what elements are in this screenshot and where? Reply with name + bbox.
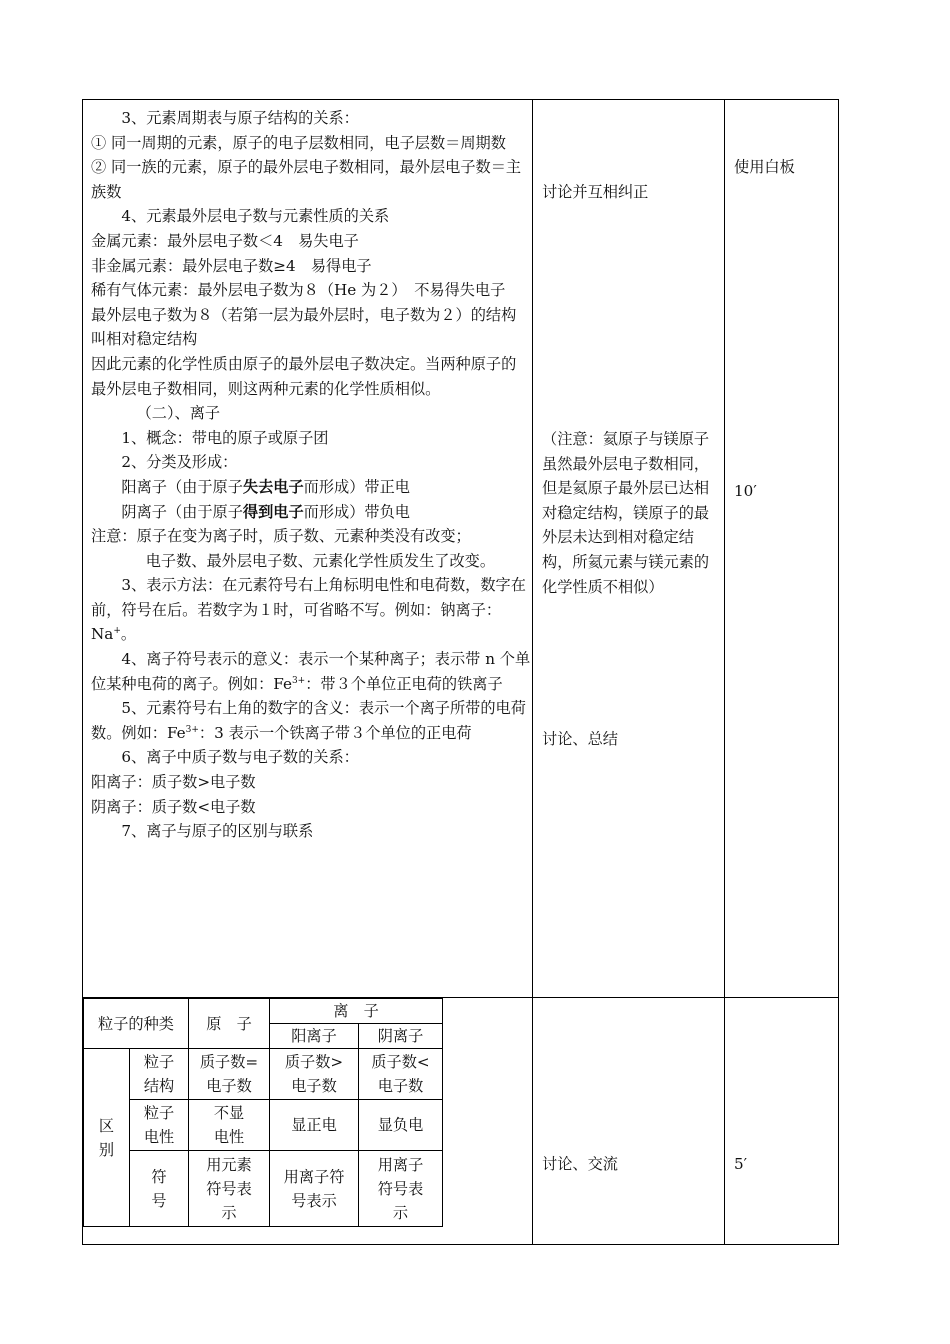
text-line: 最外层电子数为８（若第一层为最外层时，电子数为２）的结构叫相对稳定结构 [91,305,517,349]
text-span: 阳离子（由于原子 [121,477,243,496]
text-line: 金属元素：最外层电子数＜4 易失电子 [91,231,359,250]
text-line: 7、离子与原子的区别与联系 [121,822,314,841]
text-line: 非金属元素：最外层电子数≥4 易得电子 [91,256,372,275]
text-span: 阴离子（由于原子 [121,502,243,521]
text-line: 4、元素最外层电子数与元素性质的关系 [121,207,390,226]
header-cation: 阳离子 [270,1024,359,1049]
time-1: 10′ [734,482,757,500]
cell-anion-structure: 质子数<电子数 [359,1049,443,1100]
header-atom: 原 子 [189,999,270,1049]
main-content [91,106,531,844]
bold-term: 失去电子 [242,477,304,496]
cell-atom-structure: 质子数=电子数 [189,1049,270,1100]
note-line: 电子数、最外层电子数、元素化学性质发生了改变。 [145,551,496,570]
text-line: ① 同一周期的元素，原子的电子层数相同，电子层数＝周期数 [91,133,506,152]
column-divider-1 [532,100,533,1244]
cell-atom-charge: 不显电性 [189,1100,270,1151]
row-label-structure: 粒子结构 [130,1049,189,1100]
cell-anion-charge: 显负电 [359,1100,443,1151]
text-line: 6、离子中质子数与电子数的关系： [121,748,359,767]
section-heading: （二）、离子 [136,404,221,423]
cell-cation-structure: 质子数>电子数 [270,1049,359,1100]
text-span: 3、表示方法：在元素符号右上角标明电性和电荷数，数字在前，符号在后。若数字为１时，可省略不写。例如：钠离子：Na [91,576,526,644]
superscript: 3+ [291,675,306,686]
cell-cation-charge: 显正电 [270,1100,359,1151]
cell-atom-symbol: 用元素符号表示 [189,1151,270,1227]
text-span: 而形成）带负电 [303,502,410,521]
cell-anion-symbol: 用离子符号表示 [359,1151,443,1227]
activity-2: 讨论、总结 [542,730,618,748]
superscript: 3+ [185,724,199,735]
activity-1: 讨论并互相纠正 [542,183,649,201]
header-anion: 阴离子 [359,1024,443,1049]
column-divider-2 [724,100,725,1244]
text-line: 2、分类及形成： [121,453,238,472]
text-span: 而形成）带正电 [303,477,410,496]
row-label-charge: 粒子电性 [130,1100,189,1151]
text-line: 因此元素的化学性质由原子的最外层电子数决定。当两种原子的最外层电子数相同，则这两种元素的化学性质相似。 [91,354,517,398]
row-label-symbol: 符号 [130,1151,189,1227]
text-span: ：带３个单位正电荷的铁离子 [305,674,503,693]
text-line: 阴离子：质子数<电子数 [91,797,256,816]
activity-note: （注意：氦原子与镁原子虽然最外层电子数相同，但是氦原子最外层已达相对稳定结构，镁原子的最外层未达到相对稳定结构，所氦元素与镁元素的化学性质不相似） [542,430,710,596]
row-divider-right [532,997,838,998]
text-line [91,573,531,647]
superscript: + [113,626,121,637]
text-span: 5、元素符号右上角的数字的含义：表示一个离子所带的电荷数。例如：Fe [91,699,526,742]
bold-term: 得到电子 [242,502,304,521]
text-span: 4、离子符号表示的意义：表示一个某种离子；表示带 n 个单位某种电荷的离子。例如：Fe [91,650,531,693]
text-line: 1、概念：带电的原子或原子团 [121,428,329,447]
text-line [91,647,531,696]
note-line: 注意：原子在变为离子时，质子数、元素种类没有改变； [91,527,471,546]
text-line: 阳离子：质子数>电子数 [91,773,256,792]
diff-label: 区别 [84,1049,130,1227]
lesson-table [82,99,839,1245]
time-2: 5′ [734,1155,748,1173]
text-line [91,696,531,745]
text-span: 。 [120,625,137,644]
text-line: 3、元素周期表与原子结构的关系： [121,109,359,127]
activity-3: 讨论、交流 [542,1155,618,1173]
tool-note: 使用白板 [734,158,795,176]
cell-cation-symbol: 用离子符号表示 [270,1151,359,1227]
text-span: ：3 表示一个铁离子带３个单位的正电荷 [198,723,472,742]
text-line: 稀有气体元素：最外层电子数为８（He 为２） 不易得失电子 [91,281,506,300]
text-line: ② 同一族的元素，原子的最外层电子数相同，最外层电子数＝主族数 [91,158,522,201]
text-line [91,475,531,500]
comparison-table [83,998,443,1227]
text-line [91,500,531,525]
header-particle-kind: 粒子的种类 [84,999,189,1049]
header-ion: 离 子 [270,999,443,1024]
